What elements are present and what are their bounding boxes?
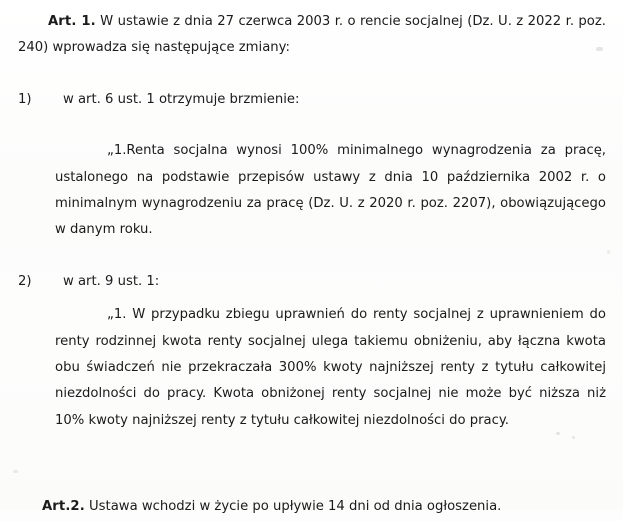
- list-item-1-lead: w art. 6 ust. 1 otrzymuje brzmienie:: [63, 91, 300, 107]
- article-2-label: Art.2.: [42, 499, 85, 515]
- quoted-provision-1: „1.Renta socjalna wynosi 100% minimalnego wynagrodzenia za pracę, ustalonego na podstawie przepisów ustawy z dnia 10 października 2002 r. o minimalnym wynagrodzeniu za pracę (Dz. U. z 2020 r. poz. 2207), obowiązującego w danym roku.: [55, 143, 606, 238]
- list-item-2: [18, 269, 606, 295]
- intro-paragraph: [18, 9, 606, 62]
- quoted-provision-2: „1. W przypadku zbiegu uprawnień do renty socjalnej z uprawnieniem do renty rodzinnej kwota renty socjalnej ulega takiemu obniżeniu, aby łączna kwota obu świadczeń nie przekraczała 300% kwoty najniższej renty z tytułu całkowitej niezdolności do pracy. Kwota obniżonej renty socjalnej nie może być niższa niż 10% kwoty najniższej renty z tytułu całkowitej niezdolności do pracy.: [55, 307, 606, 428]
- final-paragraph: [42, 494, 606, 520]
- list-item-1: [18, 87, 606, 113]
- intro-text: W ustawie z dnia 27 czerwca 2003 r. o rencie socjalnej (Dz. U. z 2022 r. poz. 240) wprowadza się następujące zmiany:: [18, 14, 606, 56]
- article-1-label: Art. 1.: [48, 14, 96, 29]
- list-item-2-lead: w art. 9 ust. 1:: [63, 273, 160, 289]
- document-body: [18, 0, 606, 515]
- final-text: Ustawa wchodzi w życie po upływie 14 dni od dnia ogłoszenia.: [84, 499, 502, 515]
- list-item-1-marker: 1): [18, 91, 32, 107]
- list-item-2-marker: 2): [18, 273, 32, 289]
